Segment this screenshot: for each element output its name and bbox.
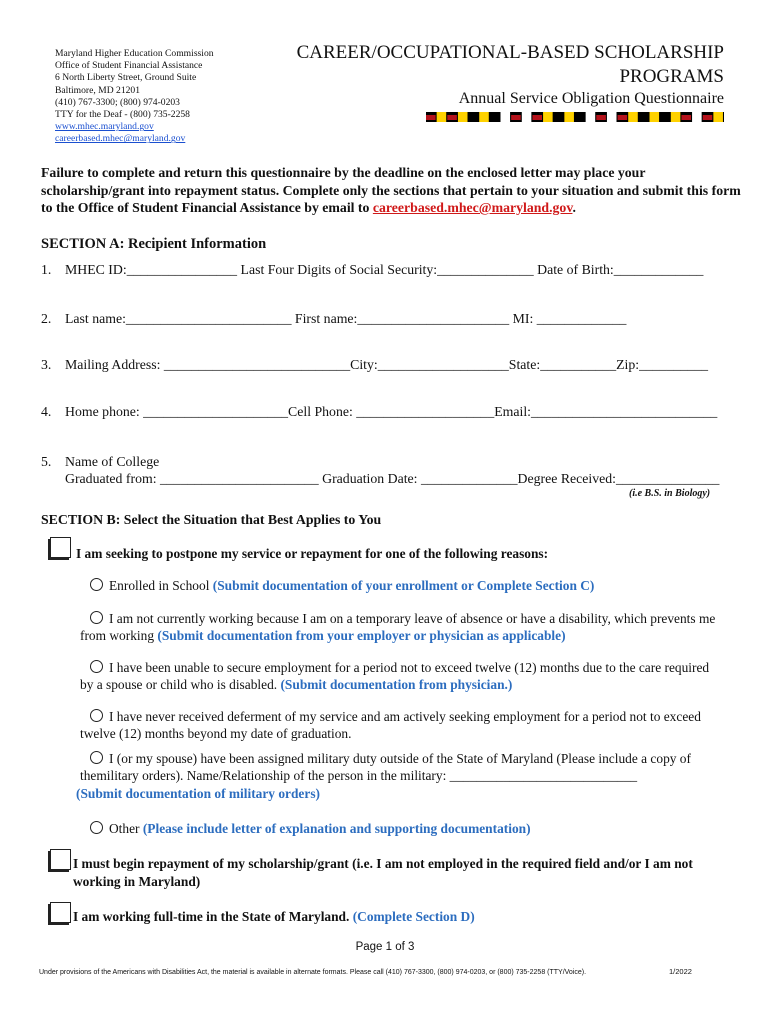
flag-segment <box>447 115 457 120</box>
option-text: I have been unable to secure employment for a period not to exceed twelve (12) months due to the care required <box>109 660 710 675</box>
option-care[interactable] <box>80 659 750 693</box>
field-text: Name of College <box>65 454 160 469</box>
option-text-2: twelve (12) months beyond my date of graduation. <box>80 726 352 741</box>
postpone-label: I am seeking to postpone my service or repayment for one of the following reasons: <box>76 546 549 561</box>
address-line: TTY for the Deaf - (800) 735-2258 <box>55 109 190 121</box>
option-text: Enrolled in School <box>109 578 213 593</box>
option-military-instruction: (Submit documentation of military orders) <box>76 786 320 801</box>
flag-segment <box>660 115 670 120</box>
field-text: Last name:________________________ First name:______________________ MI: _____________ <box>65 311 627 326</box>
flag-segment <box>628 112 638 122</box>
agency-address <box>55 48 214 146</box>
field-number: 2. <box>41 311 52 326</box>
section-a-heading: SECTION A: Recipient Information <box>41 236 267 252</box>
field-row-5[interactable] <box>41 454 159 470</box>
repayment-text: I must begin repayment of my scholarship/grant (i.e. I am not employed in the required field and/or I am not <box>73 856 693 871</box>
document-title <box>297 41 724 89</box>
address-line: 6 North Liberty Street, Ground Suite <box>55 72 197 84</box>
flag-segment <box>596 115 606 120</box>
form-date: 1/2022 <box>669 967 692 976</box>
field-row-3[interactable] <box>41 357 708 373</box>
field-text: MHEC ID:________________ Last Four Digits of Social Security:______________ Date of Birth:_____________ <box>65 262 704 277</box>
repayment-text-2: working in Maryland) <box>73 873 201 889</box>
field-number: 1. <box>41 262 52 277</box>
maryland-flag-bar <box>426 112 724 122</box>
radio-icon[interactable] <box>90 611 103 624</box>
option-text-2: by a spouse or child who is disabled. <box>80 677 281 692</box>
flag-segment <box>681 115 691 120</box>
option-text: I have never received deferment of my service and am actively seeking employment for a period not to exceed <box>109 709 701 724</box>
fulltime-text: I am working full-time in the State of Maryland. <box>73 909 353 924</box>
title-line-2: PROGRAMS <box>619 66 724 87</box>
option-leave[interactable] <box>80 610 750 644</box>
flag-segment <box>692 112 702 122</box>
flag-segment <box>586 112 596 122</box>
option-instruction: (Submit documentation from your employer or physician as applicable) <box>157 628 566 643</box>
option-military[interactable] <box>80 750 750 784</box>
degree-hint: (i.e B.S. in Biology) <box>629 488 711 499</box>
field-row-2[interactable] <box>41 311 626 327</box>
repayment-checkbox[interactable] <box>50 849 71 870</box>
radio-icon[interactable] <box>90 660 103 673</box>
flag-segment <box>458 112 468 122</box>
title-line-1: CAREER/OCCUPATIONAL-BASED SCHOLARSHIP <box>296 42 724 63</box>
flag-segment <box>671 112 681 122</box>
flag-segment <box>511 115 521 120</box>
repayment-label <box>73 855 743 890</box>
address-line: Baltimore, MD 21201 <box>55 84 141 96</box>
flag-segment <box>469 115 479 120</box>
fulltime-checkbox[interactable] <box>50 902 71 923</box>
flag-segment <box>532 115 542 120</box>
flag-segment <box>650 112 660 122</box>
flag-segment <box>618 115 628 120</box>
flag-segment <box>501 112 511 122</box>
flag-segment <box>543 112 553 122</box>
option-instruction: (Submit documentation of your enrollment or Complete Section C) <box>212 578 595 593</box>
flag-segment <box>426 115 436 120</box>
field-number: 4. <box>41 404 52 419</box>
email-link[interactable]: careerbased.mhec@maryland.gov <box>55 133 186 145</box>
radio-icon[interactable] <box>90 751 103 764</box>
flag-segment <box>479 112 489 122</box>
option-instruction: (Submit documentation from physician.) <box>280 677 513 692</box>
fulltime-instruction: (Complete Section D) <box>352 909 475 924</box>
ada-notice: Under provisions of the Americans with Disabilities Act, the material is available in alternate formats. Please call (410) 767-3300, (800) 974-0203, or (800) 735-2258 (TTY/Voice). <box>39 969 587 976</box>
page-number: Page 1 of 3 <box>355 941 415 953</box>
option-text-2: from working <box>80 628 158 643</box>
intro-paragraph <box>41 164 741 217</box>
option-seeking[interactable] <box>80 708 750 742</box>
section-b-heading: SECTION B: Select the Situation that Best Applies to You <box>41 512 382 527</box>
flag-segment <box>639 115 649 120</box>
option-text: Other <box>109 821 143 836</box>
option-instruction: (Please include letter of explanation and supporting documentation) <box>142 821 531 836</box>
radio-icon[interactable] <box>90 709 103 722</box>
field-row-4[interactable] <box>41 404 717 420</box>
radio-icon[interactable] <box>90 578 103 591</box>
field-text: Mailing Address: ___________________________City:___________________State:___________Zip:__________ <box>65 357 709 372</box>
flag-segment <box>703 115 713 120</box>
option-text: I (or my spouse) have been assigned military duty outside of the State of Maryland (Please include a copy of <box>109 751 691 766</box>
field-number: 5. <box>41 454 52 469</box>
flag-segment <box>713 112 723 122</box>
flag-segment <box>554 115 564 120</box>
option-text: I am not currently working because I am on a temporary leave of absence or have a disability, which prevents me <box>109 611 716 626</box>
address-line: (410) 767-3300; (800) 974-0203 <box>55 96 180 108</box>
fulltime-label <box>73 908 475 926</box>
postpone-checkbox[interactable] <box>50 537 71 558</box>
option-other[interactable] <box>90 820 531 837</box>
field-row-5-line-2[interactable]: Graduated from: _______________________ Graduation Date: ______________Degree Received:_______________ <box>65 471 720 486</box>
flag-segment <box>564 112 574 122</box>
document-subtitle: Annual Service Obligation Questionnaire <box>458 90 724 107</box>
flag-segment <box>437 112 447 122</box>
flag-segment <box>575 115 585 120</box>
intro-email-link[interactable]: careerbased.mhec@maryland.gov <box>372 200 573 215</box>
flag-segment <box>522 112 532 122</box>
flag-segment <box>607 112 617 122</box>
intro-end: . <box>572 200 576 215</box>
address-line: Maryland Higher Education Commission <box>55 48 214 59</box>
intro-text: Failure to complete and return this questionnaire by the deadline on the enclosed letter may place your scholarship/grant into repayment status. Complete only the sections that pertain to your situation and submit this form to the Office of Student Financial Assistance by email to <box>41 165 741 215</box>
field-number: 3. <box>41 357 52 372</box>
field-text: Home phone: _____________________Cell Phone: ____________________Email:___________________________ <box>65 404 718 419</box>
field-row-1[interactable] <box>41 262 703 278</box>
option-enrolled[interactable] <box>90 577 594 594</box>
flag-segment <box>490 115 500 120</box>
option-text-2: themilitary orders). Name/Relationship of the person in the military: ____________________________ <box>80 768 638 783</box>
website-link[interactable]: www.mhec.maryland.gov <box>55 121 154 133</box>
radio-icon[interactable] <box>90 821 103 834</box>
address-line: Office of Student Financial Assistance <box>55 60 203 72</box>
